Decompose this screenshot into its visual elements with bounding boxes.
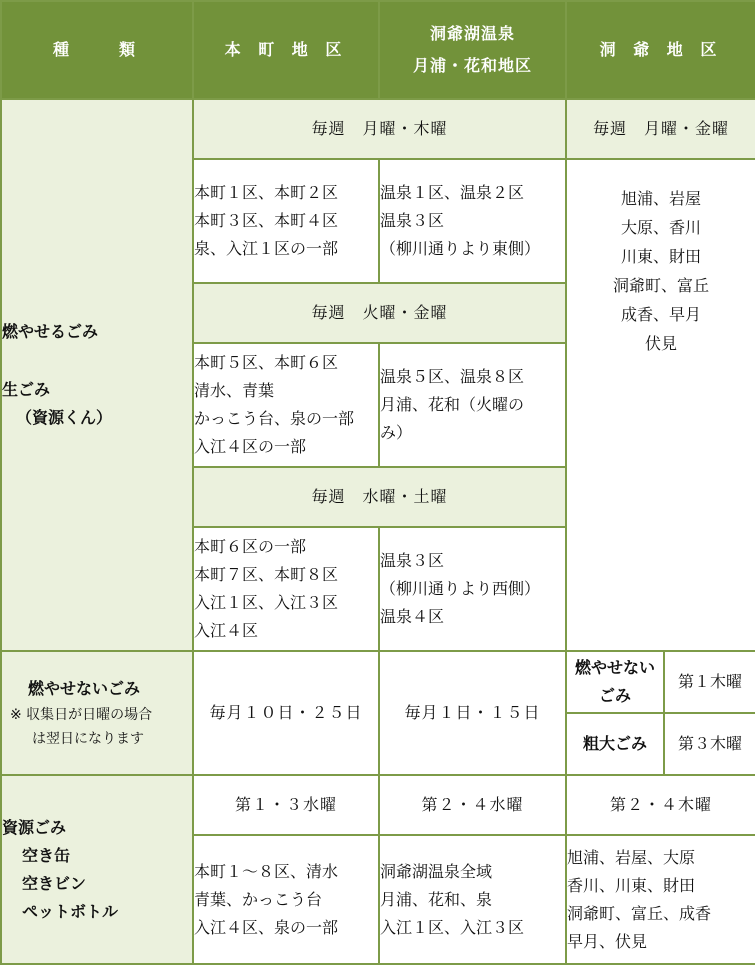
- area-line: 本町７区、本町８区: [194, 565, 339, 584]
- area-line: 本町１区、本町２区: [194, 183, 339, 202]
- resource-item-bottles: 空きビン: [22, 873, 87, 893]
- header-row: [1, 1, 755, 99]
- toya-nonburnable-day: 第１木曜: [664, 651, 755, 713]
- area-line: 本町５区、本町６区: [194, 353, 339, 372]
- resource-onsen-areas: [379, 835, 566, 964]
- area-line: 入江１区、入江３区: [380, 917, 525, 937]
- category-burnable: [1, 99, 193, 651]
- burnable-day-3: 毎週 水曜・土曜: [193, 467, 566, 527]
- nonburnable-honcho-day: 毎月１０日・２５日: [193, 651, 379, 775]
- area-line: 洞爺町、富丘、成香: [567, 903, 712, 923]
- resource-honcho-areas: [193, 835, 379, 964]
- category-nonburnable: [1, 651, 193, 775]
- nonburnable-label: 燃やせないごみ: [28, 679, 141, 698]
- area-line: 温泉４区: [380, 607, 445, 626]
- toya-oversize-day: 第３木曜: [664, 713, 755, 775]
- area-line: 川東、財田: [620, 247, 701, 266]
- burnable-onsen-areas-3: [379, 527, 566, 651]
- area-line: 温泉３区: [380, 551, 445, 570]
- area-line: 入江４区: [194, 621, 259, 640]
- area-line: 青葉、かっこう台: [194, 889, 323, 909]
- burnable-label: 燃やせるごみ: [2, 322, 99, 341]
- resource-item-cans: 空き缶: [22, 845, 71, 865]
- area-line: 入江４区、泉の一部: [194, 917, 339, 937]
- burnable-onsen-areas-2: [379, 343, 566, 467]
- area-line: 本町６区の一部: [194, 537, 307, 556]
- area-line: 泉、入江１区の一部: [194, 239, 339, 258]
- toya-oversize-label: 粗大ごみ: [566, 713, 664, 775]
- burnable-honcho-areas-2: [193, 343, 379, 467]
- burnable-toya-areas: [566, 159, 755, 651]
- area-line: 洞爺湖温泉全域: [380, 861, 493, 881]
- area-line: 本町１～８区、清水: [194, 861, 339, 881]
- burnable-honcho-areas-1: [193, 159, 379, 283]
- area-line: 温泉１区、温泉２区: [380, 183, 525, 202]
- area-line: 温泉５区、温泉８区: [380, 367, 525, 386]
- burnable-day-1: 毎週 月曜・木曜: [193, 99, 566, 159]
- area-line: み）: [380, 423, 413, 442]
- kitchen-waste-label: 生ごみ: [2, 380, 51, 399]
- area-line: （柳川通りより東側）: [380, 239, 541, 258]
- burnable-onsen-areas-1: [379, 159, 566, 283]
- resource-toya-areas: [566, 835, 755, 964]
- header-onsen-line1: 洞爺湖温泉: [429, 24, 515, 43]
- resource-honcho-day: 第１・３水曜: [193, 775, 379, 835]
- area-line: （柳川通りより西側）: [380, 579, 541, 598]
- area-line: 本町３区、本町４区: [194, 211, 339, 230]
- resource-label: 資源ごみ: [2, 817, 67, 837]
- area-line: 清水、青葉: [194, 381, 275, 400]
- area-line: 洞爺町、富丘: [612, 276, 709, 295]
- area-line: 旭浦、岩屋、大原: [567, 847, 696, 867]
- nonburnable-note-1: ※ 収集日が日曜の場合: [10, 707, 153, 723]
- area-line: 大原、香川: [620, 218, 701, 237]
- burnable-day-2: 毎週 火曜・金曜: [193, 283, 566, 343]
- resource-onsen-day: 第２・４水曜: [379, 775, 566, 835]
- area-line: 成香、早月: [620, 305, 701, 324]
- header-honcho: 本 町 地 区: [193, 1, 379, 99]
- area-line: 月浦、花和、泉: [380, 889, 493, 909]
- area-line: 旭浦、岩屋: [620, 189, 701, 208]
- area-line: 早月、伏見: [567, 931, 648, 951]
- label-line: ごみ: [598, 686, 631, 705]
- area-line: 温泉３区: [380, 211, 445, 230]
- resource-item-pet: ペットボトル: [22, 901, 119, 921]
- shigenkun-label: （資源くん）: [16, 408, 113, 427]
- header-onsen-line2: 月浦・花和地区: [412, 56, 532, 75]
- resource-toya-day: 第２・４木曜: [566, 775, 755, 835]
- area-line: かっこう台、泉の一部: [194, 409, 355, 428]
- toya-nonburnable-label: [566, 651, 664, 713]
- header-onsen: [379, 1, 566, 99]
- area-line: 伏見: [644, 334, 677, 353]
- area-line: 月浦、花和（火曜の: [380, 395, 525, 414]
- header-type: 種 類: [1, 1, 193, 99]
- area-line: 入江４区の一部: [194, 437, 307, 456]
- nonburnable-note-2: は翌日になります: [32, 731, 144, 747]
- category-resource: [1, 775, 193, 964]
- area-line: 入江１区、入江３区: [194, 593, 339, 612]
- burnable-toya-day: 毎週 月曜・金曜: [566, 99, 755, 159]
- label-line: 燃やせない: [574, 658, 655, 677]
- burnable-honcho-areas-3: [193, 527, 379, 651]
- header-toya: 洞 爺 地 区: [566, 1, 755, 99]
- nonburnable-onsen-day: 毎月１日・１５日: [379, 651, 566, 775]
- area-line: 香川、川東、財田: [567, 875, 696, 895]
